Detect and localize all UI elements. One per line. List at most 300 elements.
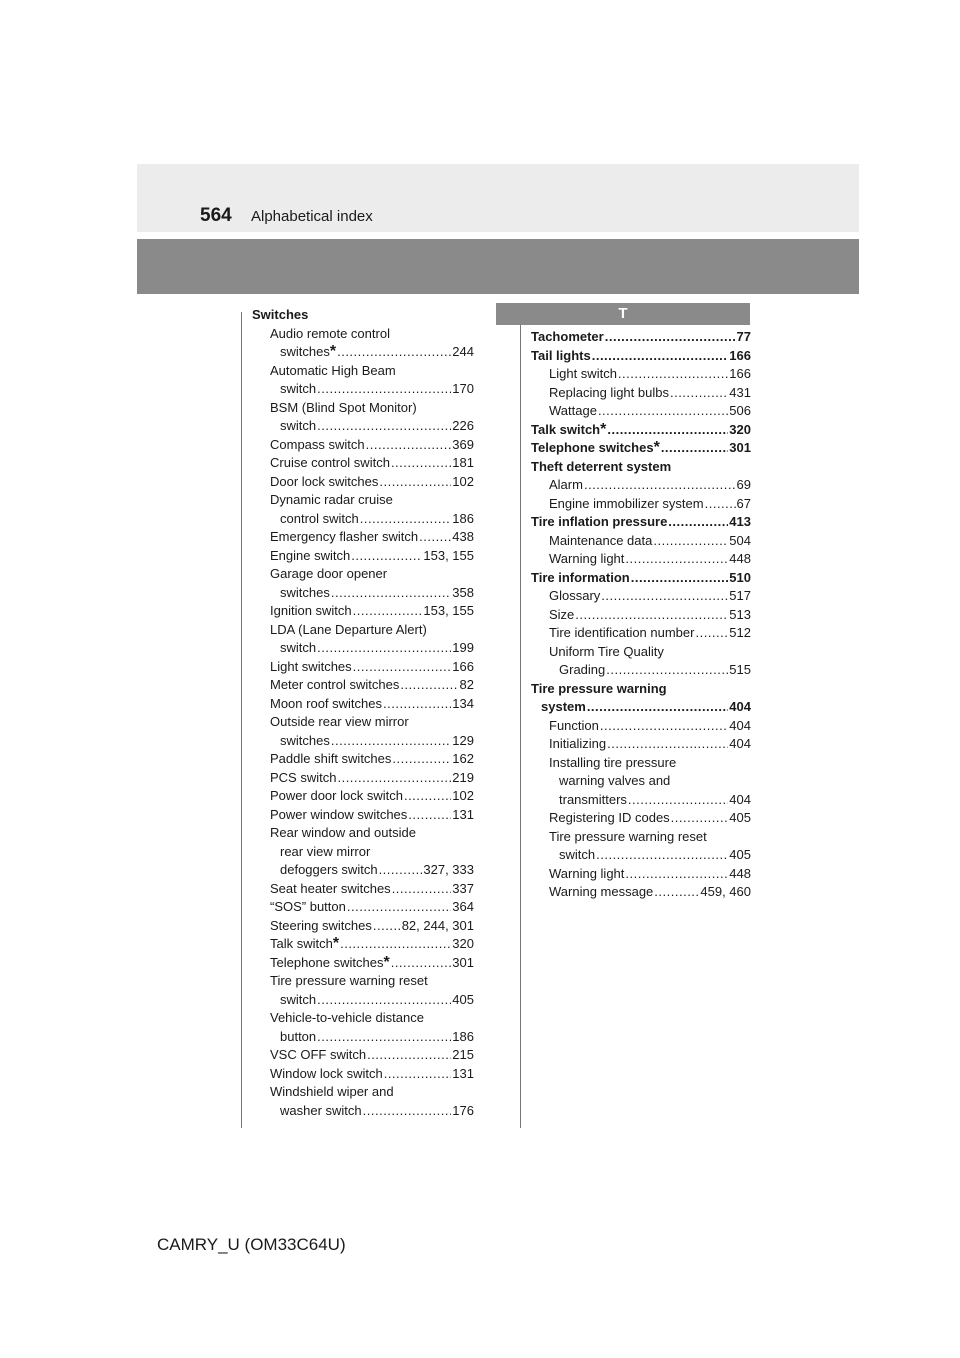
entry-label: Light switches [270, 658, 352, 674]
entry-page-number: 301 [729, 440, 751, 455]
entry-page-number: 153, 155 [423, 547, 474, 563]
entry-page-number: 77 [736, 329, 751, 344]
entry-label: Warning light [549, 551, 625, 566]
entry-text-line: Installing tire pressure [549, 754, 677, 770]
index-entry [252, 621, 474, 658]
entry-row [252, 528, 474, 547]
entry-row [531, 347, 751, 366]
entry-row [531, 587, 751, 606]
entry-label: Replacing light bulbs [549, 384, 669, 400]
index-entry [252, 972, 474, 1009]
entry-row [531, 550, 751, 569]
entry-label: transmitters [559, 791, 627, 807]
entry-label: Paddle shift switches [270, 751, 392, 766]
dot-leader [705, 495, 736, 514]
index-entry [252, 436, 474, 455]
entry-row [531, 735, 751, 754]
entry-row [252, 1102, 474, 1121]
entry-row [252, 658, 474, 677]
dot-leader [392, 880, 452, 899]
entry-label: Ignition switch [270, 603, 352, 618]
entry-page-number: 166 [729, 347, 751, 363]
index-entry [252, 454, 474, 473]
entry-label: Emergency flasher switch [270, 529, 419, 544]
dot-leader [587, 698, 728, 717]
dot-leader [391, 954, 452, 973]
index-entry [531, 439, 751, 458]
entry-label: Cruise control switch [270, 455, 390, 470]
index-entry [252, 399, 474, 436]
index-entry [252, 880, 474, 899]
entry-row: Talk switch * ..... 320 [252, 935, 474, 954]
entry-row [531, 809, 751, 828]
index-entry [252, 547, 474, 566]
entry-text-line: Uniform Tire Quality [549, 643, 664, 659]
entry-label: Compass switch [270, 436, 365, 452]
index-entry [252, 658, 474, 677]
entry-page-number: 320 [729, 421, 751, 437]
left-index-column [252, 306, 474, 1120]
entry-row [252, 806, 474, 825]
entry-label: Registering ID codes [549, 810, 670, 825]
entry-text-line: Tire pressure warning reset [270, 973, 428, 988]
entry-page-number: 131 [452, 1065, 474, 1081]
entry-row [252, 417, 474, 436]
index-entry [531, 680, 751, 717]
index-entry [531, 513, 751, 532]
entry-text-line: LDA (Lane Departure Alert) [270, 621, 427, 637]
dot-leader [653, 532, 728, 551]
entry-label: switches [280, 344, 330, 359]
entry-label: Moon roof switches [270, 695, 382, 711]
dot-leader [360, 510, 452, 529]
index-entry [252, 695, 474, 714]
index-entry [531, 587, 751, 606]
dot-leader [337, 769, 451, 788]
entry-row [252, 898, 474, 917]
entry-row [531, 365, 751, 384]
index-entry [531, 328, 751, 347]
dot-leader [331, 584, 451, 603]
header-title: Alphabetical index [251, 208, 373, 225]
dot-leader [607, 735, 728, 754]
dot-leader [596, 846, 728, 865]
index-entry [252, 362, 474, 399]
index-entry [531, 828, 751, 865]
entry-label: Alarm [549, 477, 583, 492]
dot-leader [353, 602, 423, 621]
entry-text-line: warning valves and [559, 773, 671, 788]
dot-leader [600, 717, 728, 736]
index-entry [531, 569, 751, 588]
entry-page-number: 515 [729, 662, 751, 677]
entry-label: control switch [280, 510, 359, 526]
dot-leader [379, 861, 423, 880]
dot-leader [353, 658, 452, 677]
entry-page-number: 504 [729, 532, 751, 548]
entry-label: PCS switch [270, 769, 337, 785]
entry-label: Tail lights [531, 347, 591, 363]
entry-row [252, 676, 474, 695]
index-entry [531, 347, 751, 366]
entry-label: Warning message [549, 884, 654, 899]
entry-page-number: 176 [452, 1102, 474, 1118]
entry-row [531, 532, 751, 551]
entry-row [252, 917, 474, 936]
entry-page-number: 166 [452, 658, 474, 674]
dot-leader [331, 732, 451, 751]
index-entry [531, 495, 751, 514]
dot-leader [606, 661, 728, 680]
entry-page-number: 199 [452, 640, 474, 655]
entry-page-number: 517 [729, 588, 751, 603]
entry-page-number: 226 [452, 418, 474, 433]
index-entry [531, 402, 751, 421]
dot-leader [607, 421, 728, 440]
entry-row [531, 458, 751, 477]
index-entry [252, 491, 474, 528]
index-entry [252, 935, 474, 954]
dot-leader [373, 917, 401, 936]
entry-row [531, 569, 751, 588]
entry-page-number: 327, 333 [423, 862, 474, 877]
dot-leader [605, 328, 736, 347]
entry-label: Theft deterrent system [531, 458, 672, 474]
entry-label: Window lock switch [270, 1065, 383, 1081]
entry-page-number: 320 [452, 936, 474, 951]
dot-leader [317, 417, 451, 436]
index-entry [252, 917, 474, 936]
index-entry [252, 473, 474, 492]
middle-column-rule [520, 312, 521, 1128]
entry-row [252, 1065, 474, 1084]
entry-page-number: 82 [459, 677, 474, 692]
entry-label: switch [280, 991, 317, 1007]
entry-label: switch [280, 418, 317, 433]
entry-label: Telephone switches [531, 440, 654, 455]
entry-page-number: 162 [452, 751, 474, 766]
index-entry [252, 1046, 474, 1065]
entry-text-line: BSM (Blind Spot Monitor) [270, 399, 417, 415]
entry-label: Size [549, 606, 575, 622]
entry-page-number: 404 [729, 736, 751, 751]
dot-leader [363, 1102, 452, 1121]
entry-text-line: Windshield wiper and [270, 1084, 394, 1099]
dot-leader [347, 898, 451, 917]
entry-label: defoggers switch [280, 862, 378, 877]
dot-leader [317, 639, 451, 658]
index-heading: Switches [252, 307, 309, 322]
index-entry [531, 365, 751, 384]
entry-page-number: 102 [452, 788, 474, 803]
entry-label: washer switch [280, 1102, 362, 1118]
entry-label: Function [549, 717, 599, 733]
entry-page-number: 301 [452, 954, 474, 970]
entry-row [531, 624, 751, 643]
entry-label: button [280, 1028, 317, 1044]
entry-label: “SOS” button [270, 899, 346, 914]
index-entry [531, 717, 751, 736]
dot-leader [379, 473, 451, 492]
entry-label: Meter control switches [270, 677, 400, 692]
dot-leader [628, 791, 728, 810]
entry-text-line: Garage door opener [270, 566, 388, 581]
entry-page-number: 404 [729, 717, 751, 733]
dot-leader [584, 476, 736, 495]
index-entry [531, 550, 751, 569]
index-entry [531, 532, 751, 551]
entry-label: Wattage [549, 403, 597, 418]
entry-label: switch [280, 381, 317, 396]
entry-page-number: 405 [729, 847, 751, 862]
entry-row [531, 865, 751, 884]
entry-text-line: Tire pressure warning reset [549, 828, 707, 844]
entry-label: switches [280, 732, 330, 748]
entry-page-number: 404 [729, 791, 751, 807]
footer-model-code: CAMRY_U (OM33C64U) [157, 1235, 346, 1254]
entry-row [252, 380, 474, 399]
index-entry [531, 865, 751, 884]
entry-row [252, 695, 474, 714]
entry-row [252, 1028, 474, 1047]
entry-row [531, 384, 751, 403]
entry-row: switches * ..... 244 [252, 343, 474, 362]
entry-text-line: Audio remote control [270, 325, 390, 341]
entry-label: Glossary [549, 588, 601, 603]
entry-row [531, 513, 751, 532]
index-entry [531, 476, 751, 495]
index-entry [531, 384, 751, 403]
dot-leader [575, 606, 728, 625]
index-entry [252, 750, 474, 769]
entry-row [531, 402, 751, 421]
index-entry [252, 528, 474, 547]
dot-leader [408, 806, 451, 825]
entry-page-number: 438 [452, 529, 474, 544]
entry-text-line: Rear window and outside [270, 825, 416, 840]
entry-page-number: 448 [729, 551, 751, 566]
entry-page-number: 219 [452, 769, 474, 785]
entry-row [531, 717, 751, 736]
entry-page-number: 244 [452, 344, 474, 359]
entry-row [252, 769, 474, 788]
entry-label: switches [280, 584, 330, 600]
entry-label: switch [280, 640, 317, 655]
entry-page-number: 510 [729, 569, 751, 585]
entry-page-number: 448 [729, 865, 751, 881]
entry-label: Light switch [549, 366, 617, 381]
index-entry [252, 824, 474, 880]
entry-row [252, 584, 474, 603]
entry-page-number: 404 [729, 699, 751, 714]
entry-row [252, 861, 474, 880]
dot-leader [340, 935, 451, 954]
entry-page-number: 512 [729, 625, 751, 640]
entry-row [252, 639, 474, 658]
entry-page-number: 102 [452, 473, 474, 489]
dot-leader [317, 1028, 451, 1047]
entry-row [531, 476, 751, 495]
entry-page-number: 186 [452, 1028, 474, 1044]
dot-leader [404, 787, 451, 806]
entry-text-line: rear view mirror [280, 843, 371, 859]
entry-row [252, 787, 474, 806]
entry-page-number: 82, 244, 301 [401, 917, 474, 933]
entry-page-number: 506 [729, 403, 751, 418]
dot-leader [631, 569, 729, 588]
index-entry [531, 458, 751, 477]
entry-row [252, 436, 474, 455]
dot-leader [384, 1065, 452, 1084]
dot-leader [601, 587, 728, 606]
entry-page-number: 153, 155 [423, 603, 474, 618]
entry-row [531, 606, 751, 625]
index-entry [531, 809, 751, 828]
section-letter-bar: T [496, 303, 750, 325]
entry-row [252, 750, 474, 769]
entry-row [531, 846, 751, 865]
dot-leader [671, 809, 729, 828]
entry-row [252, 880, 474, 899]
dot-leader [668, 513, 728, 532]
entry-row [252, 602, 474, 621]
entry-row [531, 328, 751, 347]
entry-row [531, 661, 751, 680]
entry-label: Steering switches [270, 917, 372, 933]
dot-leader [391, 454, 451, 473]
dot-leader [383, 695, 451, 714]
entry-label: Engine switch [270, 547, 351, 563]
index-entry [252, 713, 474, 750]
dot-leader [670, 384, 728, 403]
entry-page-number: 513 [729, 606, 751, 622]
entry-page-number: 181 [452, 455, 474, 470]
entry-label: Talk switch [531, 421, 601, 437]
entry-label: Seat heater switches [270, 880, 391, 896]
entry-text-line: Dynamic radar cruise [270, 492, 393, 507]
dot-leader [317, 380, 451, 399]
entry-row: Telephone switches * ..... 301 [531, 439, 751, 458]
entry-row [252, 1046, 474, 1065]
entry-label: switch [559, 847, 596, 862]
entry-label: Tire information [531, 569, 630, 585]
entry-text-line: Outside rear view mirror [270, 714, 409, 729]
entry-label: Power door lock switch [270, 788, 403, 803]
entry-label: Warning light [549, 865, 625, 881]
entry-label: Talk switch [270, 936, 333, 951]
entry-row: Talk switch * ..... 320 [531, 421, 751, 440]
entry-label: VSC OFF switch [270, 1047, 367, 1062]
index-entry [531, 883, 751, 902]
dot-leader [392, 750, 451, 769]
dot-leader [419, 528, 451, 547]
dot-leader [317, 991, 451, 1010]
index-entry [531, 643, 751, 680]
entry-page-number: 369 [452, 436, 474, 452]
entry-row [252, 473, 474, 492]
entry-row [252, 510, 474, 529]
entry-row: Telephone switches * ..... 301 [252, 954, 474, 973]
entry-page-number: 215 [452, 1047, 474, 1062]
page-number: 564 [200, 205, 232, 226]
index-entry [252, 325, 474, 362]
entry-row [531, 698, 751, 717]
dot-leader [661, 439, 728, 458]
index-entry [252, 565, 474, 602]
header-top-band [137, 164, 859, 232]
entry-row [252, 732, 474, 751]
index-entry [252, 769, 474, 788]
index-entry [252, 954, 474, 973]
index-entry [531, 421, 751, 440]
entry-page-number: 67 [736, 495, 751, 511]
entry-label: Telephone switches [270, 954, 384, 970]
index-entry [252, 787, 474, 806]
entry-label: Power window switches [270, 806, 408, 822]
entry-page-number: 166 [729, 366, 751, 381]
entry-page-number: 358 [452, 584, 474, 600]
entry-page-number: 69 [736, 477, 751, 492]
entry-row [531, 791, 751, 810]
dot-leader [695, 624, 728, 643]
dot-leader [592, 347, 729, 366]
entry-label: Tachometer [531, 329, 604, 344]
entry-label: Grading [559, 662, 606, 677]
entry-label: Initializing [549, 736, 607, 751]
entry-label: Door lock switches [270, 473, 379, 489]
entry-row [252, 991, 474, 1010]
entry-label: system [541, 699, 586, 714]
left-column-rule [241, 312, 242, 1128]
entry-page-number: 413 [729, 514, 751, 529]
entry-page-number: 186 [452, 510, 474, 526]
index-entry [252, 898, 474, 917]
dot-leader [337, 343, 451, 362]
dot-leader [598, 402, 728, 421]
dot-leader [625, 865, 728, 884]
header-dark-band [137, 239, 859, 294]
entry-label: Engine immobilizer system [549, 495, 704, 511]
entry-row [252, 454, 474, 473]
dot-leader [654, 883, 699, 902]
dot-leader [366, 436, 452, 455]
index-entry [531, 624, 751, 643]
entry-page-number: 459, 460 [700, 884, 751, 899]
index-entry [252, 806, 474, 825]
dot-leader [367, 1046, 451, 1065]
index-entry [252, 676, 474, 695]
entry-page-number: 170 [452, 381, 474, 396]
entry-text-line: Vehicle-to-vehicle distance [270, 1010, 424, 1025]
entry-text-line: Automatic High Beam [270, 362, 396, 378]
index-entry [531, 735, 751, 754]
right-index-column [531, 328, 751, 902]
entry-page-number: 364 [452, 899, 474, 914]
dot-leader [618, 365, 728, 384]
dot-leader [625, 550, 728, 569]
entry-page-number: 337 [452, 880, 474, 896]
entry-row [531, 495, 751, 514]
index-entry [252, 1009, 474, 1046]
dot-leader [400, 676, 458, 695]
entry-page-number: 431 [729, 384, 751, 400]
index-entry [531, 754, 751, 810]
index-entry [531, 606, 751, 625]
entry-page-number: 129 [452, 732, 474, 748]
index-entry [252, 602, 474, 621]
dot-leader [351, 547, 422, 566]
index-entry [252, 1083, 474, 1120]
